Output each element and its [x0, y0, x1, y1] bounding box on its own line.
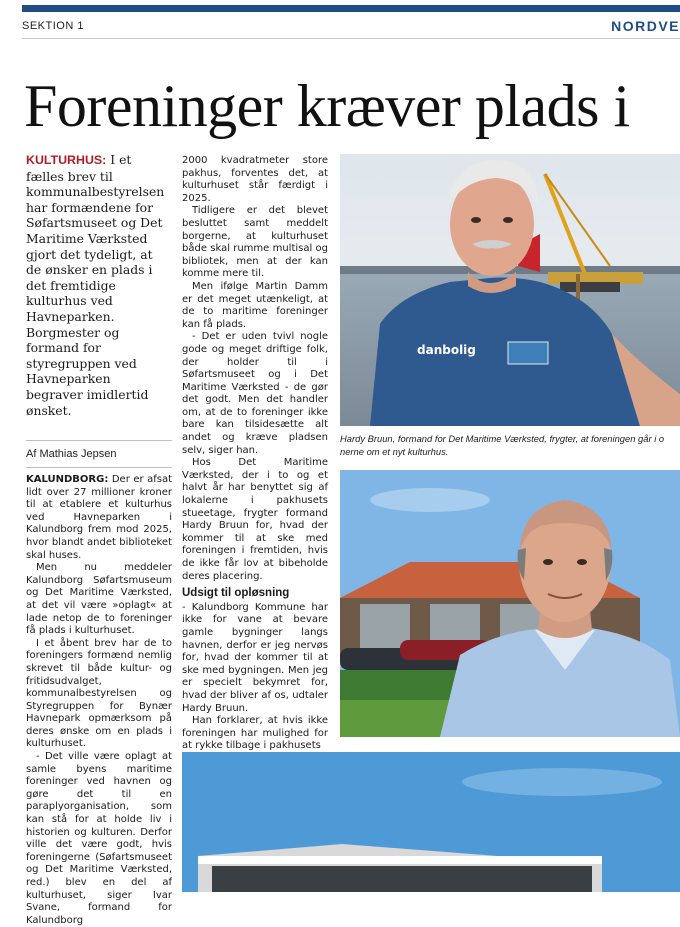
- paragraph: Han forklarer, at hvis ikke foreningen har mulighed for at rykke tilbage i pakhusets: [182, 715, 328, 752]
- paragraph: Men nu meddeler Kalundborg Søfartsmuseum og Det Maritime Værksted, at det vil være »oplagt« at lade netop de to foreninger få plads i kulturhuset.: [26, 562, 172, 637]
- lead-paragraph: [26, 152, 168, 418]
- headline: Foreninger kræver plads i: [24, 73, 630, 139]
- building-photo-icon: [182, 752, 680, 892]
- paragraph: [26, 474, 172, 562]
- byline-rule-top: [26, 440, 172, 441]
- top-color-band: [22, 5, 680, 12]
- section-label: SEKTION 1: [22, 20, 84, 32]
- region-label: NORDVE: [611, 18, 680, 34]
- body-column-2: [182, 155, 328, 753]
- paragraph: - Det ville være oplagt at samle byens maritime foreninger ved havnen og gøre det til en paraplyorganisation, som kan stå for at holde liv i historien og kulturen. Derfor ville det være godt, hvis foreningerne (Søfartsmuseet og Det Maritime Værksted, red.) blev en del af kulturhuset, siger Ivar Svane, formand for Kalundborg: [26, 751, 172, 926]
- paragraph: 2000 kvadratmeter store pakhus, forventes det, at kulturhuset står færdigt i 2025.: [182, 155, 328, 204]
- photo-caption: [340, 432, 680, 458]
- paragraph: I et åbent brev har de to foreningers formænd nemlig skrevet til både kultur- og fritidsudvalget, kommunalbestyrelsen og Styregruppen for Bynær Havnepark opmærksom på deres ønske om en plads i kulturhuset.: [26, 637, 172, 750]
- paragraph: Men ifølge Martin Damm er det meget utænkeligt, at de to maritime foreninger kan få plads.: [182, 280, 328, 330]
- lead-kicker: KULTURHUS:: [26, 153, 107, 167]
- byline-rule-bottom: [26, 467, 172, 468]
- body-column-1: [26, 474, 172, 927]
- lead-text: I et fælles brev til kommunalbestyrelsen har formændene for Søfartsmuseet og Det Maritime Værksted gjort det tydeligt, at de ønsker en plads i det fremtidige kulturhus ved Havneparken. Borgmester og formand for styregruppen ved Havneparken begraver imidlertid ønsket.: [26, 152, 165, 418]
- paragraph: - Kalundborg Kommune har ikke for vane at bevare gamle bygninger langs havnen, derfor er jeg nervøs for, hvad der kommer til at ske med bygningen. Men jeg er specielt bekymret for, hvad der bliver af os, udtaler Hardy Bruun.: [182, 601, 328, 714]
- caption-line: Hardy Bruun, formand for Det Maritime Værksted, frygter, at foreningen går i o: [340, 433, 665, 444]
- dateline: KALUNDBORG:: [26, 474, 109, 485]
- shirt-text: danbolig: [417, 343, 476, 357]
- portrait-photo-icon: [340, 470, 680, 737]
- portrait-photo-icon: [340, 154, 680, 426]
- subheading: Udsigt til opløsning: [182, 587, 290, 600]
- paragraph-text: Der er afsat lidt over 27 millioner kroner til at etablere et kulturhus ved Havneparken i Kalundborg frem mod 2025, hvor blandt andet biblioteket skal huses.: [26, 474, 172, 561]
- paragraph: Hos Det Maritime Værksted, der i to og et halvt år har benyttet sig af lokalerne i pakhusets stueetage, frygter formand Hardy Bruun for, hvad der kommer til at ske med foreningen i fremtiden, hvis de ikke får lov at bibeholde deres placering.: [182, 457, 328, 582]
- top-bar: [0, 0, 680, 12]
- paragraph: Tidligere er det blevet besluttet samt meddelt borgerne, at kulturhuset både skal rumme multisal og bibliotek, men at der kan komme mere til.: [182, 205, 328, 280]
- byline: Af Mathias Jepsen: [26, 448, 117, 460]
- paragraph: - Det er uden tvivl nogle gode og meget driftige folk, der holder til i Søfartsmuseet og i Det Maritime Værksted - de gør det godt. Men det handler om, at de to foreninger ikke bare kan tilsidesætte alt andet og kræve pladsen selv, siger han.: [182, 331, 328, 456]
- header-rule: [22, 38, 680, 39]
- caption-line: nerne om et nyt kulturhus.: [340, 446, 449, 457]
